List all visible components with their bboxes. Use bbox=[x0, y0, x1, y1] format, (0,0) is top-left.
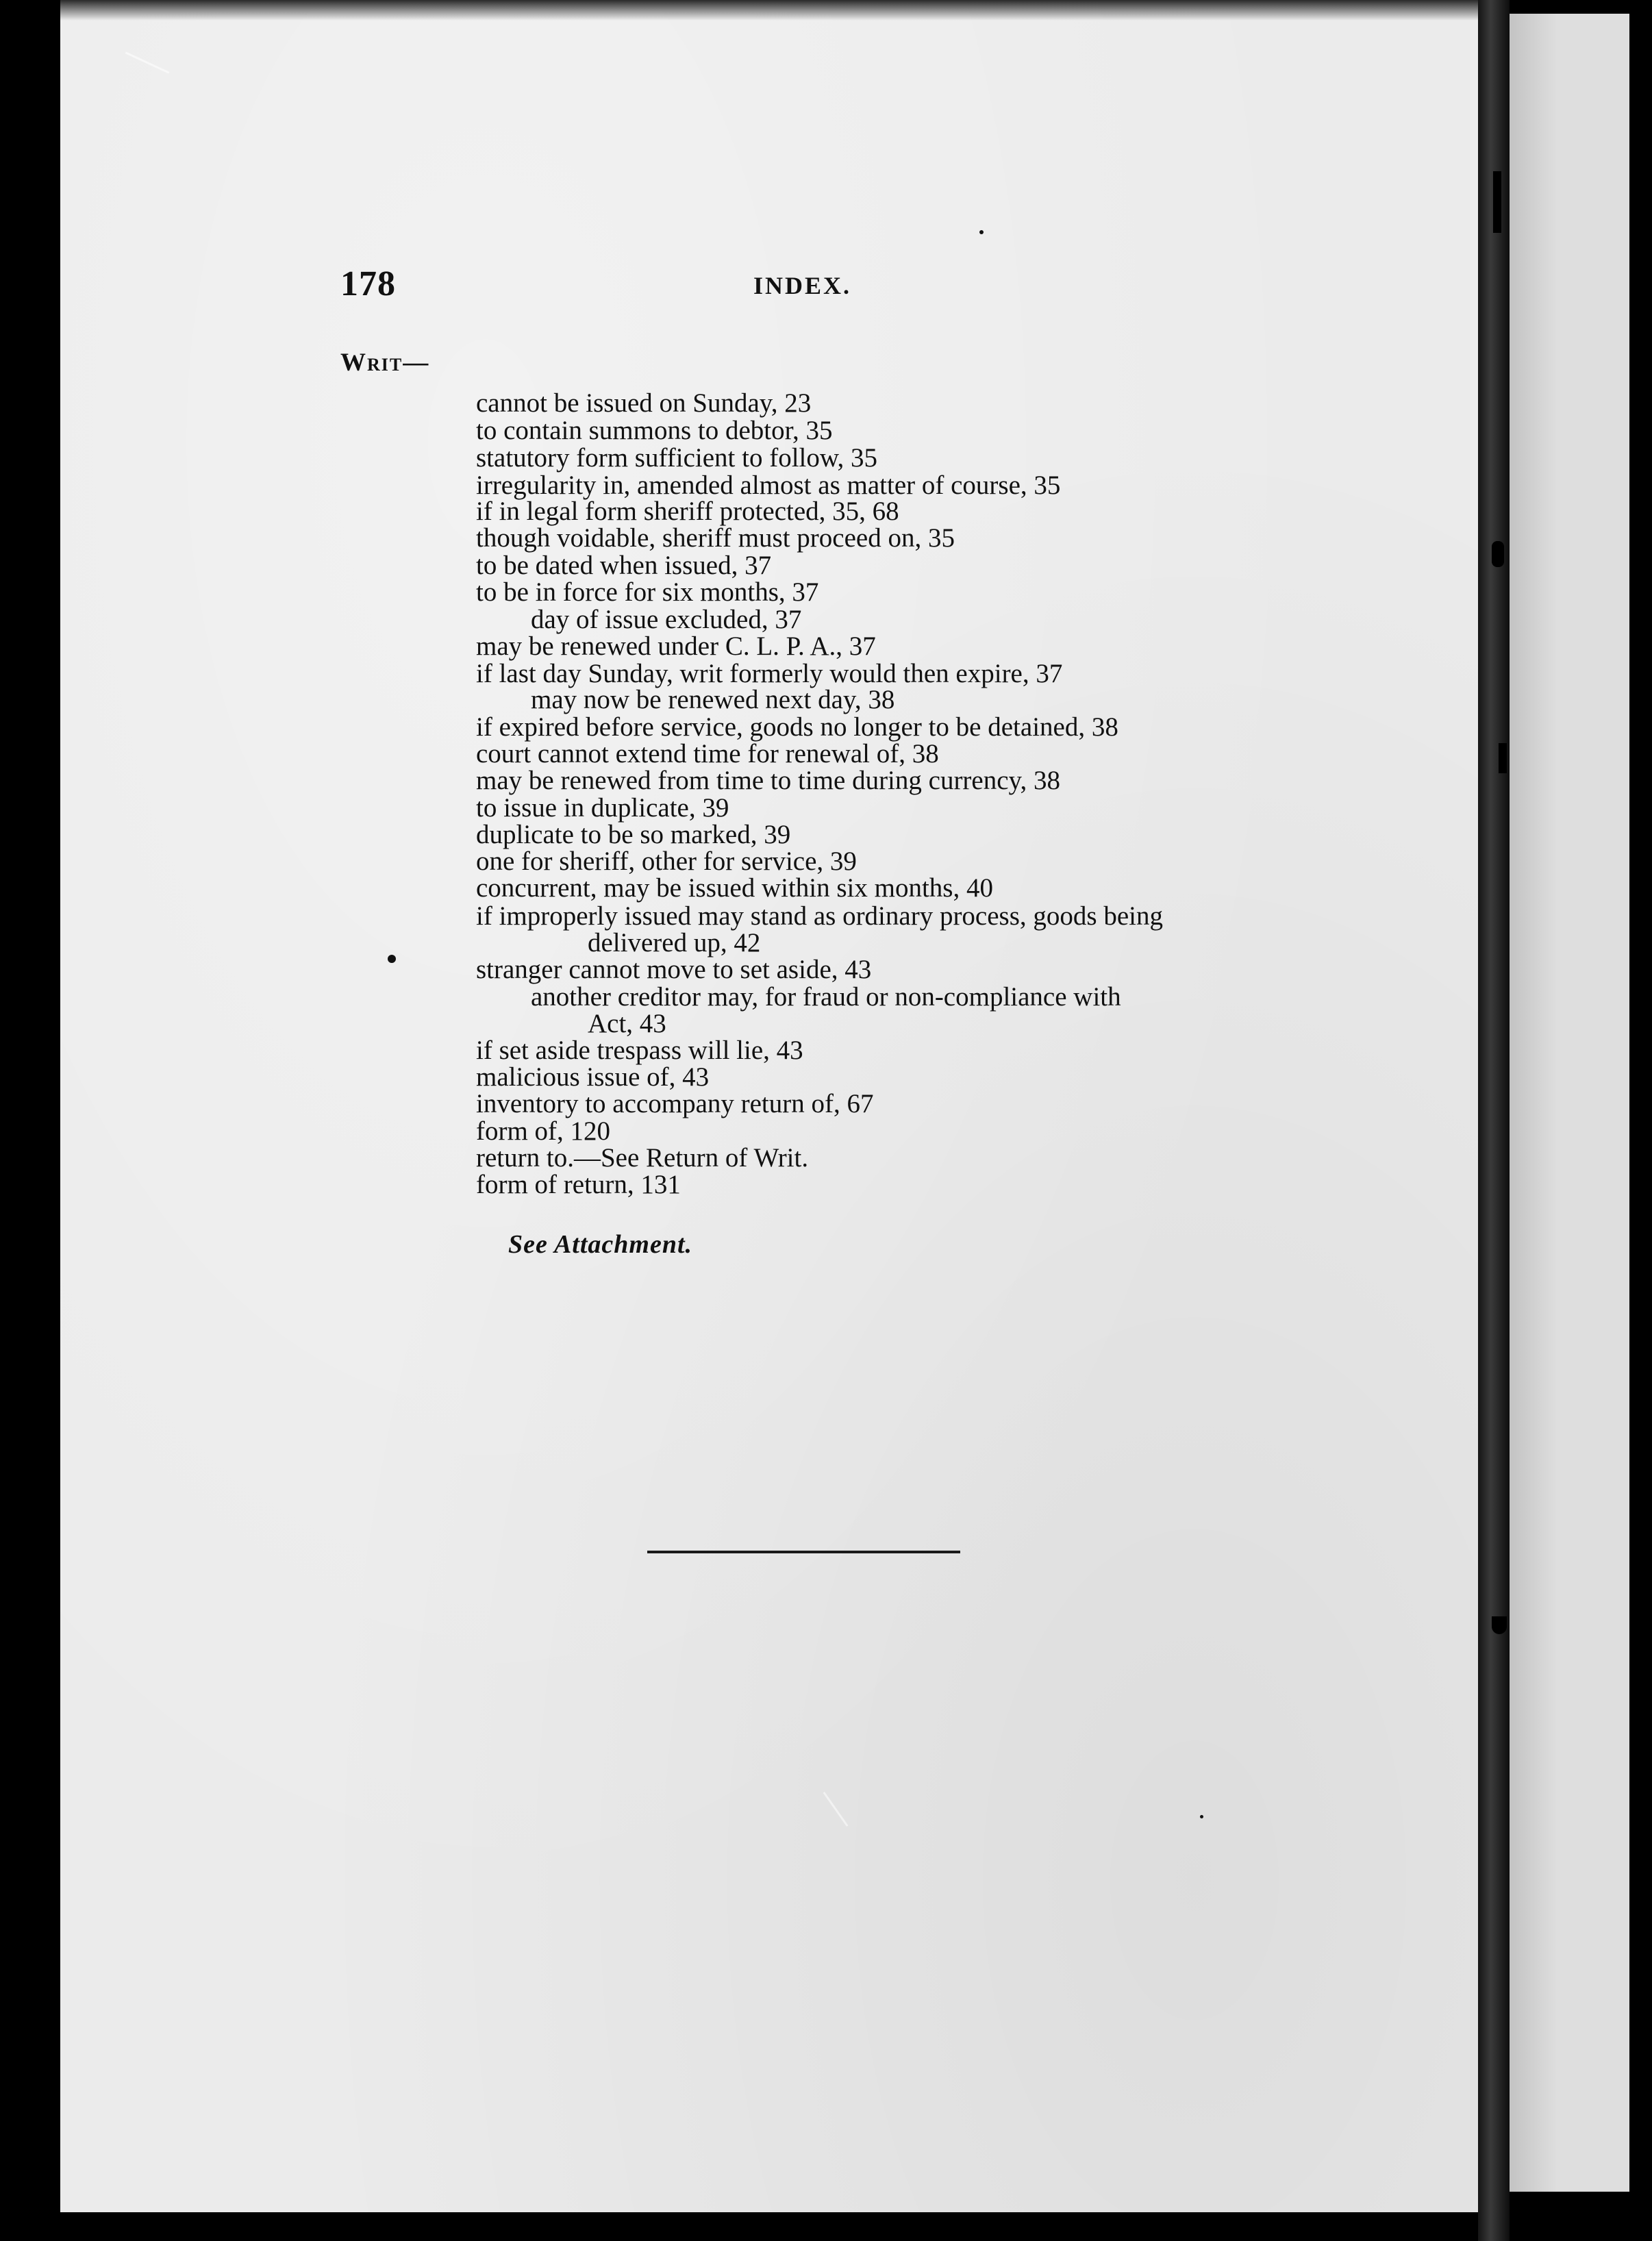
index-subentry: to issue in duplicate, 39 bbox=[476, 793, 729, 823]
index-subentry: Act, 43 bbox=[588, 1009, 666, 1038]
index-subentry: delivered up, 42 bbox=[588, 928, 761, 957]
index-subentry: concurrent, may be issued within six months, 40 bbox=[476, 873, 993, 903]
index-subentry: may be renewed from time to time during currency, 38 bbox=[476, 766, 1061, 795]
index-subentry: may now be renewed next day, 38 bbox=[531, 685, 895, 714]
index-subentry: to contain summons to debtor, 35 bbox=[476, 416, 833, 445]
index-subentry: stranger cannot move to set aside, 43 bbox=[476, 955, 872, 984]
index-subentry: day of issue excluded, 37 bbox=[531, 605, 802, 634]
index-subentry: form of return, 131 bbox=[476, 1170, 681, 1199]
ink-dot bbox=[1200, 1815, 1203, 1818]
index-subentry: form of, 120 bbox=[476, 1116, 611, 1146]
index-subentry: malicious issue of, 43 bbox=[476, 1062, 710, 1092]
index-subentry: irregularity in, amended almost as matter of course, 35 bbox=[476, 471, 1061, 500]
index-subentry: one for sheriff, other for service, 39 bbox=[476, 847, 857, 876]
index-subentry: another creditor may, for fraud or non-compliance with bbox=[531, 982, 1121, 1012]
index-subentry: cannot be issued on Sunday, 23 bbox=[476, 388, 812, 418]
ink-dot bbox=[388, 955, 396, 963]
running-head: INDEX. bbox=[753, 272, 852, 299]
index-subentry: if set aside trespass will lie, 43 bbox=[476, 1036, 803, 1065]
page-number: 178 bbox=[340, 264, 396, 303]
index-subentry: duplicate to be so marked, 39 bbox=[476, 820, 791, 849]
index-subentry: statutory form sufficient to follow, 35 bbox=[476, 443, 877, 473]
index-subentry: if last day Sunday, writ formerly would then expire, 37 bbox=[476, 659, 1063, 688]
see-also-reference: See Attachment. bbox=[508, 1230, 693, 1259]
index-subentry: to be in force for six months, 37 bbox=[476, 577, 819, 607]
ink-dot bbox=[979, 230, 984, 234]
index-subentry: if in legal form sheriff protected, 35, 68 bbox=[476, 497, 899, 526]
index-subentry: inventory to accompany return of, 67 bbox=[476, 1089, 874, 1118]
index-subentry: court cannot extend time for renewal of, 38 bbox=[476, 739, 939, 768]
index-subentry: to be dated when issued, 37 bbox=[476, 551, 772, 580]
end-rule bbox=[647, 1551, 960, 1553]
index-subentry: may be renewed under C. L. P. A., 37 bbox=[476, 631, 876, 661]
index-subentry: if improperly issued may stand as ordinary process, goods being bbox=[476, 901, 1163, 931]
index-entry-heading: Writ— bbox=[340, 349, 430, 377]
index-subentry: return to.—See Return of Writ. bbox=[476, 1143, 809, 1173]
index-subentry: if expired before service, goods no longer to be detained, 38 bbox=[476, 712, 1118, 742]
index-subentry: though voidable, sheriff must proceed on, 35 bbox=[476, 523, 955, 553]
